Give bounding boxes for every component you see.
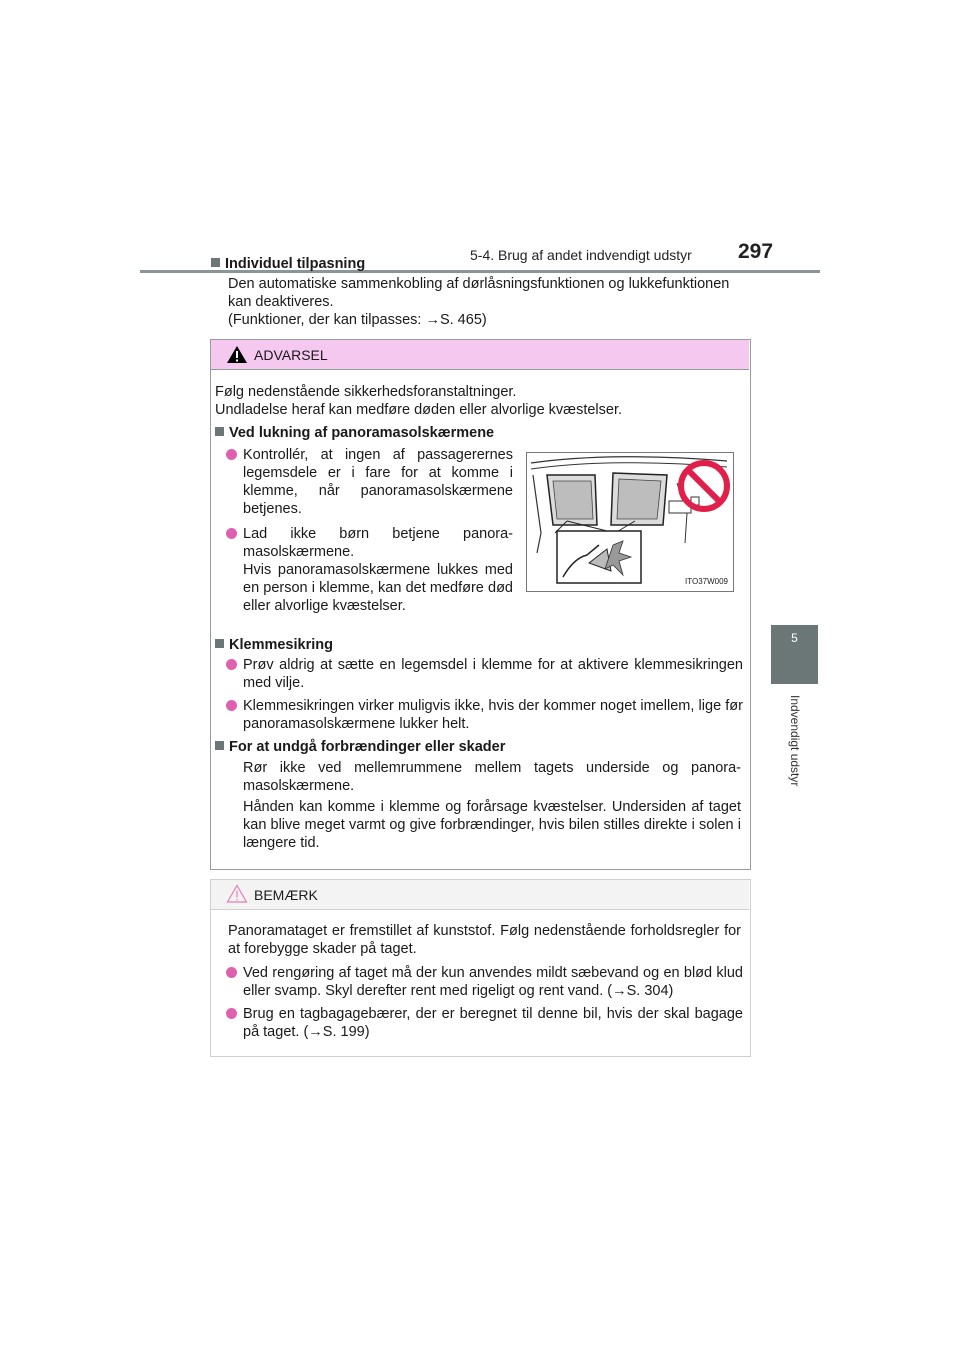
warning-bullet-3: Prøv aldrig at sætte en legemsdel i klemme for at aktivere klemmesikringen med vilje.: [226, 656, 743, 692]
illustration-code: ITO37W009: [685, 577, 728, 586]
warning-line-1: Følg nedenstående sikkerhedsforanstaltninger.: [215, 384, 517, 400]
chapter-number: 5: [791, 631, 798, 645]
warning-paragraph-2: Hånden kan komme i klemme og forårsage kvæstelser. Undersiden af taget kan blive meget varmt og give forbrændinger, hvis bilen stilles direkte i solen i længere tid.: [243, 799, 741, 851]
note-title: BEMÆRK: [254, 887, 318, 903]
warning-bullet-4: Klemmesikringen virker muligvis ikke, hvis der kommer noget imellem, lige før panoramasolskærmene lukker helt.: [226, 697, 743, 733]
caution-outline-triangle-icon: [226, 884, 248, 903]
warning-section-1-heading: Ved lukning af panoramasolskærmene: [215, 424, 494, 442]
bullet-dot-icon: [226, 700, 237, 711]
square-bullet-icon: [211, 258, 220, 267]
note-paragraph: Panoramataget er fremstillet af kunststof. Følg nedenstående forholdsregler for at forebygge skader på taget.: [228, 923, 741, 957]
square-bullet-icon: [215, 427, 224, 436]
bullet-dot-icon: [226, 449, 237, 460]
intro-line-3: (Funktioner, der kan tilpasses: →S. 465): [228, 312, 487, 328]
chapter-title: Indvendigt udstyr: [788, 695, 802, 787]
no-symbol-icon: [677, 459, 731, 513]
bullet-dot-icon: [226, 528, 237, 539]
intro-line-2: kan deaktiveres.: [228, 294, 334, 310]
warning-bullet-1: Kontrollér, at ingen af passagerernes legemsdele er i fare for at komme i klemme, når panoramasolskærmene betjenes.: [226, 446, 513, 518]
warning-paragraph-1: Rør ikke ved mellemrummene mellem tagets underside og panora-masolskærmene.: [243, 760, 741, 794]
warning-triangle-icon: [226, 345, 248, 364]
note-bullet-1: Ved rengøring af taget må der kun anvendes mildt sæbevand og en blød klud eller svamp. Skyl derefter rent med rigeligt og rent vand. (→S. 304): [226, 964, 743, 1000]
chapter-tab[interactable]: [771, 625, 818, 684]
warning-line-2: Undladelse heraf kan medføre døden eller alvorlige kvæstelser.: [215, 402, 623, 418]
intro-heading: Individuel tilpasning: [211, 255, 365, 273]
bullet-dot-icon: [226, 1008, 237, 1019]
square-bullet-icon: [215, 639, 224, 648]
warning-bullet-2: Lad ikke børn betjene panora-masolskærmene. Hvis panoramasolskærmene lukkes med en person i klemme, kan det medføre død eller alvorlige kvæstelser.: [226, 525, 513, 615]
warning-section-3-heading: For at undgå forbrændinger eller skader: [215, 738, 505, 756]
note-bullet-2: Brug en tagbagagebærer, der er beregnet til denne bil, hvis der skal bagage på taget. (→S. 199): [226, 1005, 743, 1041]
warning-section-2-heading: Klemmesikring: [215, 636, 333, 654]
intro-line-1: Den automatiske sammenkobling af dørlåsningsfunktionen og lukkefunktionen: [228, 276, 730, 292]
bullet-dot-icon: [226, 967, 237, 978]
warning-title: ADVARSEL: [254, 347, 328, 363]
section-title: 5-4. Brug af andet indvendigt udstyr: [470, 247, 692, 263]
square-bullet-icon: [215, 741, 224, 750]
sunshade-illustration: [526, 452, 734, 592]
page-number: 297: [738, 240, 774, 263]
bullet-dot-icon: [226, 659, 237, 670]
